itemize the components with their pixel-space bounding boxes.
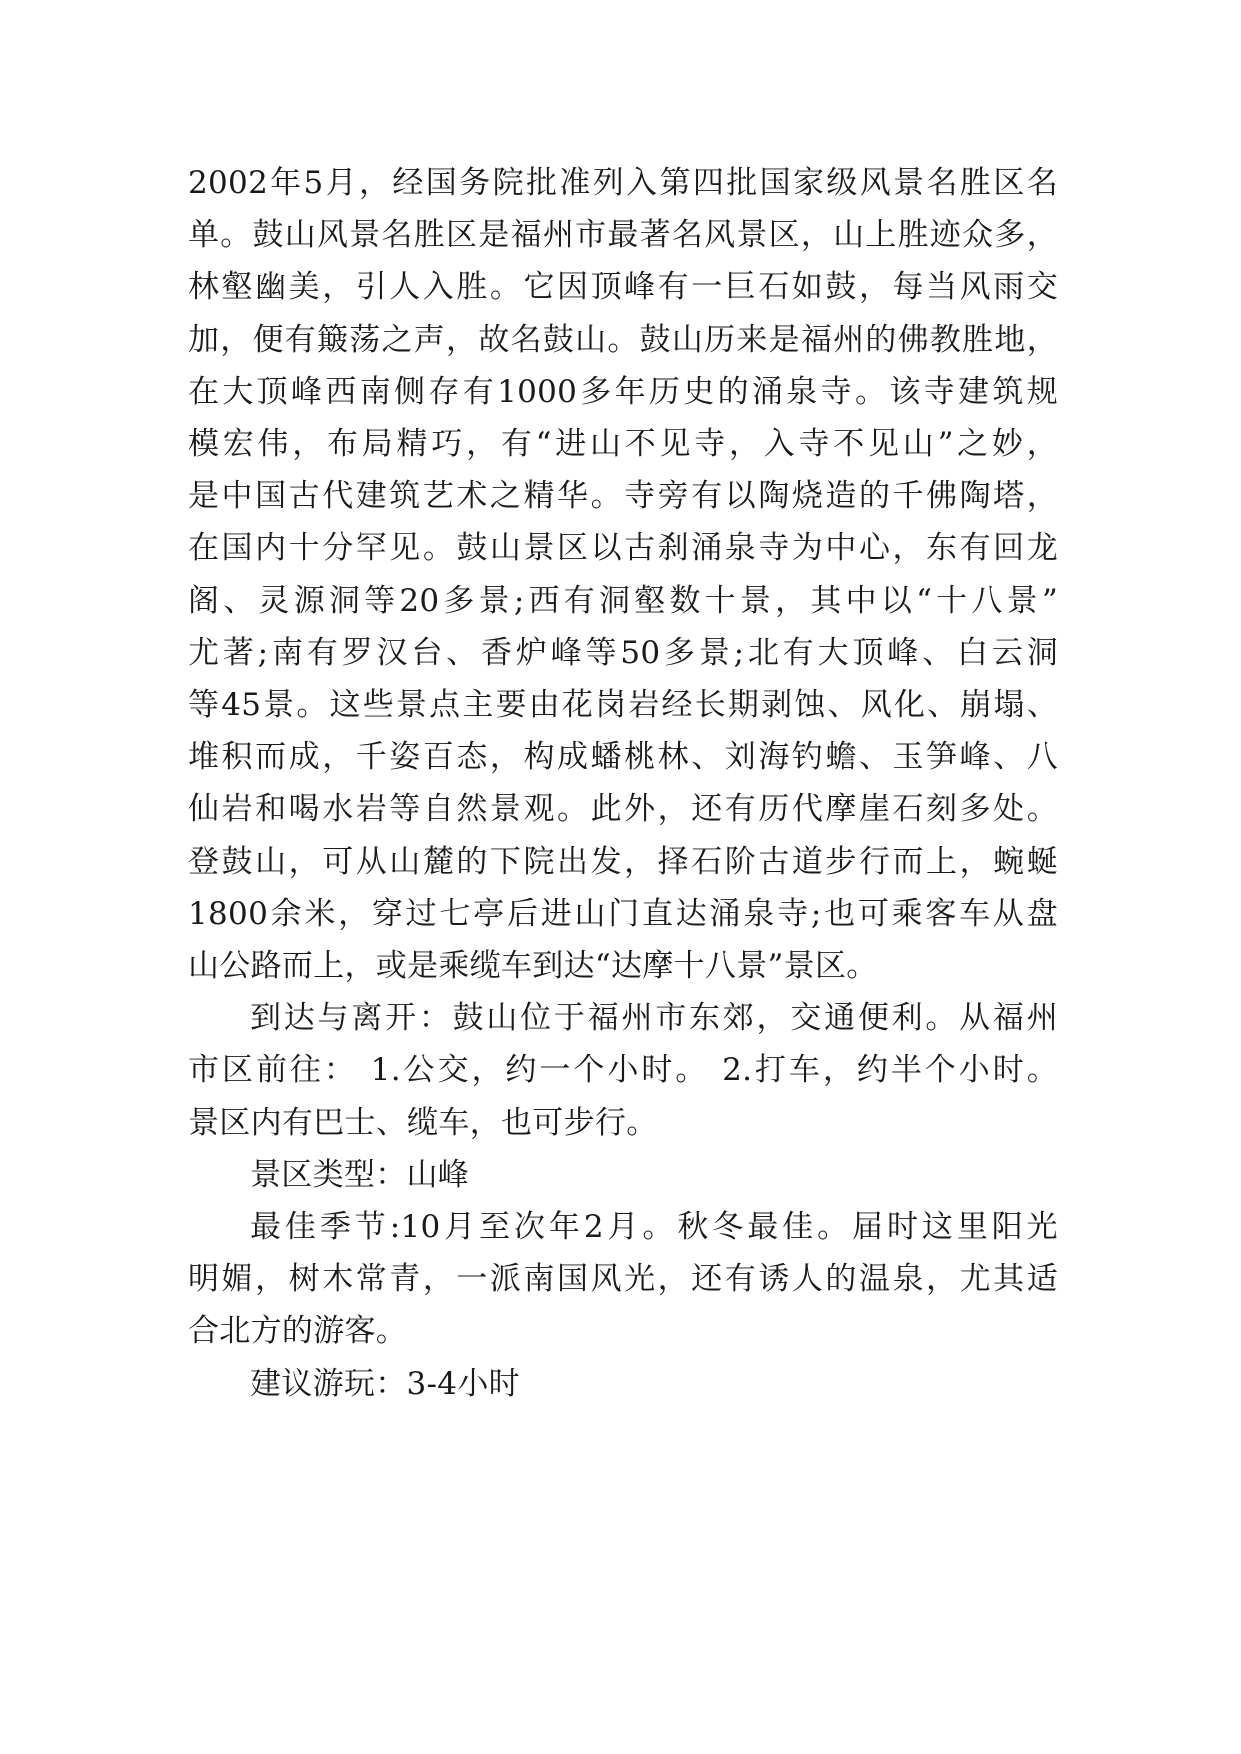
paragraph-suggested-duration — [188, 1358, 1058, 1410]
text-line: 加，便有簸荡之声，故名鼓山。鼓山历来是福州的佛教胜地， — [188, 321, 1058, 358]
text-line: 林壑幽美，引人入胜。它因顶峰有一巨石如鼓，每当风雨交 — [188, 269, 1058, 306]
text-line: 登鼓山，可从山麓的下院出发，择石阶古道步行而上，蜿蜒 — [188, 843, 1058, 880]
text-line: 是中国古代建筑艺术之精华。寺旁有以陶烧造的千佛陶塔， — [188, 478, 1058, 515]
text-line: 合北方的游客。 — [188, 1313, 408, 1350]
paragraph-best-season — [188, 1201, 1058, 1358]
text-line: 建议游玩：3-4小时 — [250, 1365, 520, 1402]
text-line: 景区内有巴士、缆车，也可步行。 — [188, 1104, 658, 1141]
text-line: 最佳季节:10月至次年2月。秋冬最佳。届时这里阳光 — [250, 1209, 1058, 1246]
paragraph-scenic-type — [188, 1149, 1058, 1201]
paragraph-transport — [188, 992, 1058, 1149]
text-line: 单。鼓山风景名胜区是福州市最著名风景区，山上胜迹众多， — [188, 217, 1058, 254]
paragraph-gushan-overview — [188, 157, 1058, 992]
text-line: 山公路而上，或是乘缆车到达“达摩十八景”景区。 — [188, 948, 878, 985]
text-line: 尤著;南有罗汉台、香炉峰等50多景;北有大顶峰、白云洞 — [188, 634, 1058, 671]
text-line: 仙岩和喝水岩等自然景观。此外，还有历代摩崖石刻多处。 — [188, 791, 1058, 828]
text-line: 阁、灵源洞等20多景;西有洞壑数十景，其中以“十八景” — [188, 582, 1058, 619]
text-line: 市区前往： 1.公交，约一个小时。 2.打车，约半个小时。 — [188, 1052, 1058, 1089]
text-line: 在国内十分罕见。鼓山景区以古刹涌泉寺为中心，东有回龙 — [188, 530, 1058, 567]
text-line: 到达与离开：鼓山位于福州市东郊，交通便利。从福州 — [250, 1000, 1058, 1037]
text-line: 等45景。这些景点主要由花岗岩经长期剥蚀、风化、崩塌、 — [188, 687, 1058, 724]
text-line: 堆积而成，千姿百态，构成蟠桃林、刘海钓蟾、玉笋峰、八 — [188, 739, 1058, 776]
text-line: 在大顶峰西南侧存有1000多年历史的涌泉寺。该寺建筑规 — [188, 373, 1058, 410]
text-line: 2002年5月，经国务院批准列入第四批国家级风景名胜区名 — [188, 165, 1058, 201]
document-body — [188, 157, 1058, 1410]
text-line: 景区类型：山峰 — [250, 1156, 470, 1193]
text-line: 模宏伟，布局精巧，有“进山不见寺，入寺不见山”之妙， — [188, 426, 1058, 463]
text-line: 1800余米，穿过七亭后进山门直达涌泉寺;也可乘客车从盘 — [188, 895, 1058, 932]
text-line: 明媚，树木常青，一派南国风光，还有诱人的温泉，尤其适 — [188, 1261, 1058, 1298]
